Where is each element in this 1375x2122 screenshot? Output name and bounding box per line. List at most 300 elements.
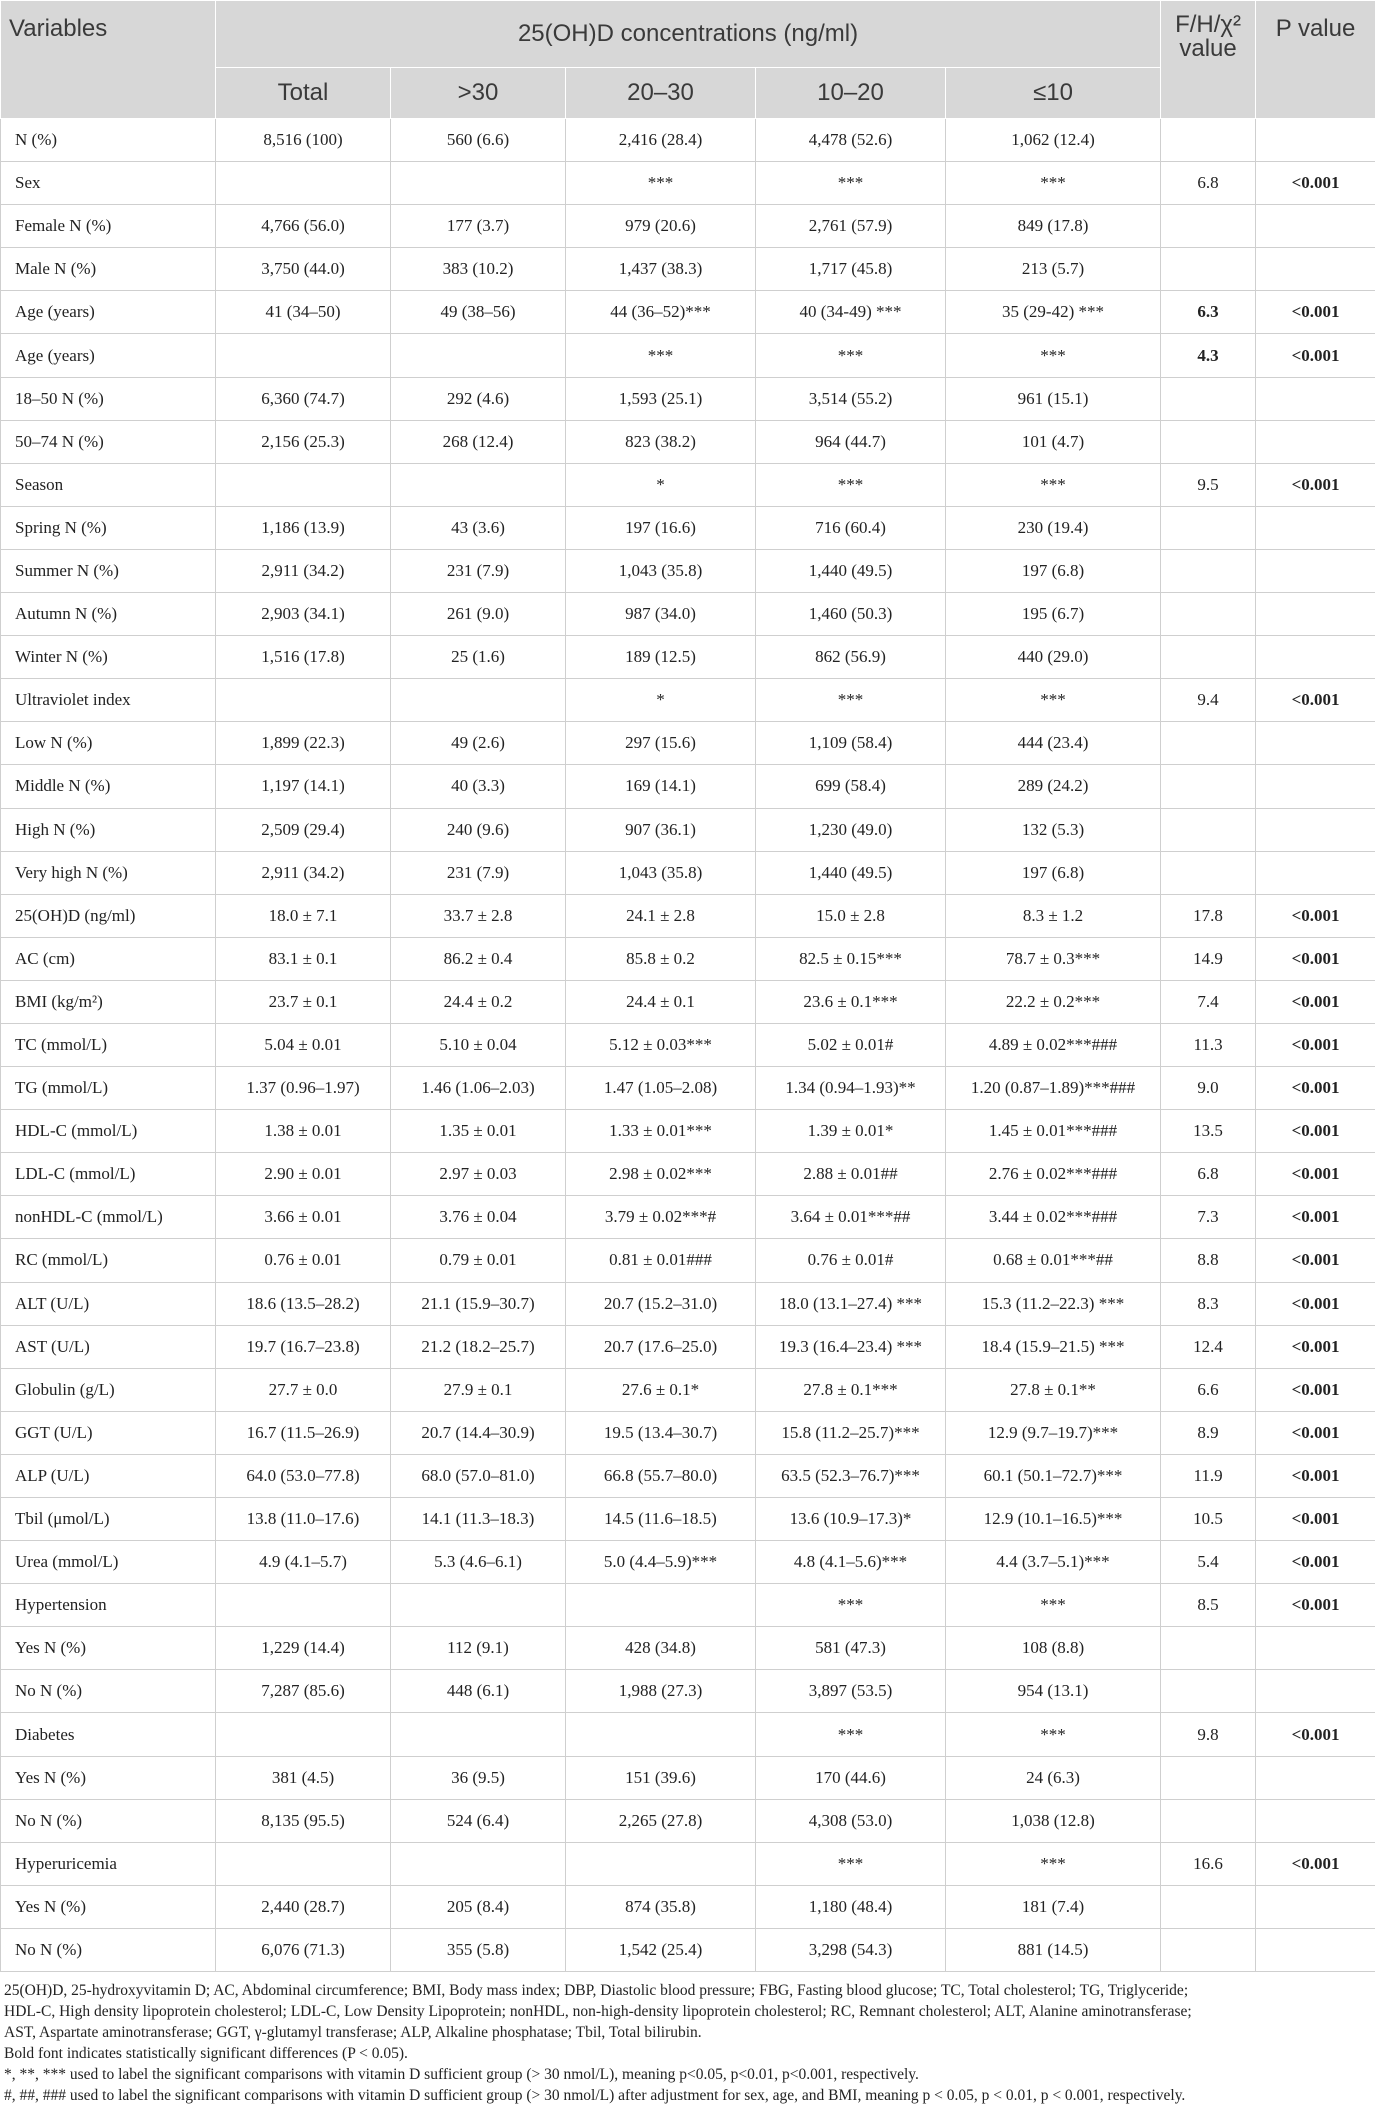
table-header [1, 1, 1375, 119]
row-cell: 24.1 ± 2.8 [566, 894, 756, 937]
row-cell: 112 (9.1) [391, 1627, 566, 1670]
table-row [1, 808, 1375, 851]
row-cell: 64.0 (53.0–77.8) [216, 1454, 391, 1497]
row-stat: 6.8 [1161, 1153, 1256, 1196]
row-label: GGT (U/L) [1, 1411, 216, 1454]
row-cell: 261 (9.0) [391, 593, 566, 636]
row-cell [216, 679, 391, 722]
row-cell: 40 (34-49) *** [756, 291, 946, 334]
row-stat [1161, 593, 1256, 636]
row-stat [1161, 765, 1256, 808]
row-p-value [1256, 205, 1375, 248]
row-label: Ultraviolet index [1, 679, 216, 722]
row-p-value: <0.001 [1256, 162, 1375, 205]
row-stat: 11.3 [1161, 1023, 1256, 1066]
row-label: Yes N (%) [1, 1885, 216, 1928]
table-row [1, 593, 1375, 636]
row-stat: 9.5 [1161, 463, 1256, 506]
row-p-value: <0.001 [1256, 980, 1375, 1023]
row-cell: 108 (8.8) [946, 1627, 1161, 1670]
table-row [1, 1023, 1375, 1066]
row-cell: 4,478 (52.6) [756, 119, 946, 162]
row-cell: 18.0 ± 7.1 [216, 894, 391, 937]
row-cell: 1,043 (35.8) [566, 549, 756, 592]
row-label: Urea (mmol/L) [1, 1541, 216, 1584]
row-stat [1161, 506, 1256, 549]
row-cell [391, 679, 566, 722]
row-stat [1161, 1670, 1256, 1713]
row-cell: 15.0 ± 2.8 [756, 894, 946, 937]
row-cell: *** [946, 1842, 1161, 1885]
row-stat: 14.9 [1161, 937, 1256, 980]
row-cell: *** [946, 679, 1161, 722]
header-col-10-20: 10–20 [756, 68, 946, 119]
row-label: Age (years) [1, 291, 216, 334]
row-cell: 20.7 (17.6–25.0) [566, 1325, 756, 1368]
row-cell: 907 (36.1) [566, 808, 756, 851]
table-row [1, 1454, 1375, 1497]
row-stat: 10.5 [1161, 1498, 1256, 1541]
row-cell: 36 (9.5) [391, 1756, 566, 1799]
row-label: Very high N (%) [1, 851, 216, 894]
row-cell: 1.47 (1.05–2.08) [566, 1067, 756, 1110]
row-cell: 440 (29.0) [946, 636, 1161, 679]
row-cell: *** [756, 1713, 946, 1756]
row-cell: 355 (5.8) [391, 1928, 566, 1971]
table-body [1, 119, 1375, 1972]
row-stat: 17.8 [1161, 894, 1256, 937]
row-label: RC (mmol/L) [1, 1239, 216, 1282]
row-label: Season [1, 463, 216, 506]
row-cell: 60.1 (50.1–72.7)*** [946, 1454, 1161, 1497]
table-row [1, 1670, 1375, 1713]
table-row [1, 980, 1375, 1023]
row-cell [216, 162, 391, 205]
row-cell: 581 (47.3) [756, 1627, 946, 1670]
row-cell: 874 (35.8) [566, 1885, 756, 1928]
row-cell: 41 (34–50) [216, 291, 391, 334]
row-stat [1161, 377, 1256, 420]
row-stat [1161, 1756, 1256, 1799]
row-cell: *** [756, 679, 946, 722]
row-cell [216, 463, 391, 506]
row-p-value: <0.001 [1256, 1110, 1375, 1153]
table-row [1, 1756, 1375, 1799]
row-cell: 25 (1.6) [391, 636, 566, 679]
row-cell: 3,897 (53.5) [756, 1670, 946, 1713]
row-cell: 20.7 (15.2–31.0) [566, 1282, 756, 1325]
row-cell: 12.9 (10.1–16.5)*** [946, 1498, 1161, 1541]
table-row [1, 1885, 1375, 1928]
row-cell: 7,287 (85.6) [216, 1670, 391, 1713]
row-cell: *** [756, 1842, 946, 1885]
row-cell: 3,298 (54.3) [756, 1928, 946, 1971]
row-cell: 86.2 ± 0.4 [391, 937, 566, 980]
row-cell: 2,265 (27.8) [566, 1799, 756, 1842]
table-row [1, 1368, 1375, 1411]
row-cell: 954 (13.1) [946, 1670, 1161, 1713]
row-cell: 1,186 (13.9) [216, 506, 391, 549]
row-cell: 5.02 ± 0.01# [756, 1023, 946, 1066]
row-cell: 2.98 ± 0.02*** [566, 1153, 756, 1196]
row-stat: 13.5 [1161, 1110, 1256, 1153]
row-cell: 1,197 (14.1) [216, 765, 391, 808]
row-label: 18–50 N (%) [1, 377, 216, 420]
row-cell: 24.4 ± 0.2 [391, 980, 566, 1023]
row-cell: *** [756, 463, 946, 506]
table-row [1, 1282, 1375, 1325]
row-cell: 2.76 ± 0.02***### [946, 1153, 1161, 1196]
footnote-line: AST, Aspartate aminotransferase; GGT, γ-glutamyl transferase; ALP, Alkaline phosphatase; Tbil, Total bilirubin. [4, 2024, 702, 2042]
row-p-value [1256, 549, 1375, 592]
table-row [1, 1799, 1375, 1842]
row-stat: 8.8 [1161, 1239, 1256, 1282]
row-cell: 213 (5.7) [946, 248, 1161, 291]
header-col-total: Total [216, 68, 391, 119]
row-p-value: <0.001 [1256, 1282, 1375, 1325]
row-cell: 4,766 (56.0) [216, 205, 391, 248]
row-p-value: <0.001 [1256, 937, 1375, 980]
table-row [1, 1196, 1375, 1239]
row-cell: 6,360 (74.7) [216, 377, 391, 420]
row-stat [1161, 636, 1256, 679]
row-p-value: <0.001 [1256, 1239, 1375, 1282]
row-label: Female N (%) [1, 205, 216, 248]
row-cell: 1,229 (14.4) [216, 1627, 391, 1670]
row-cell: 27.8 ± 0.1** [946, 1368, 1161, 1411]
row-cell: 6,076 (71.3) [216, 1928, 391, 1971]
row-cell: 23.7 ± 0.1 [216, 980, 391, 1023]
row-cell: 1,180 (48.4) [756, 1885, 946, 1928]
row-cell: *** [946, 162, 1161, 205]
row-p-value [1256, 808, 1375, 851]
row-stat: 5.4 [1161, 1541, 1256, 1584]
header-col-gt30: >30 [391, 68, 566, 119]
row-label: BMI (kg/m²) [1, 980, 216, 1023]
row-stat: 7.3 [1161, 1196, 1256, 1239]
row-cell: 22.2 ± 0.2*** [946, 980, 1161, 1023]
row-label: N (%) [1, 119, 216, 162]
table-row [1, 205, 1375, 248]
row-cell: 3,514 (55.2) [756, 377, 946, 420]
row-cell: 24.4 ± 0.1 [566, 980, 756, 1023]
row-label: AST (U/L) [1, 1325, 216, 1368]
row-p-value [1256, 1928, 1375, 1971]
row-p-value [1256, 1627, 1375, 1670]
row-cell: 1,516 (17.8) [216, 636, 391, 679]
row-cell: 292 (4.6) [391, 377, 566, 420]
row-cell: 189 (12.5) [566, 636, 756, 679]
row-stat [1161, 808, 1256, 851]
row-cell: 1,899 (22.3) [216, 722, 391, 765]
row-cell [391, 1713, 566, 1756]
row-cell [566, 1584, 756, 1627]
row-p-value [1256, 506, 1375, 549]
row-cell: 197 (16.6) [566, 506, 756, 549]
row-cell: 5.12 ± 0.03*** [566, 1023, 756, 1066]
header-group-title: 25(OH)D concentrations (ng/ml) [216, 1, 1161, 68]
row-cell: 2.90 ± 0.01 [216, 1153, 391, 1196]
row-cell: 8,135 (95.5) [216, 1799, 391, 1842]
row-p-value [1256, 1670, 1375, 1713]
row-cell: 83.1 ± 0.1 [216, 937, 391, 980]
row-cell: 1,062 (12.4) [946, 119, 1161, 162]
row-stat: 12.4 [1161, 1325, 1256, 1368]
footnote-line: *, **, *** used to label the significant comparisons with vitamin D sufficient group (> 30 nmol/L), meaning p<0.05, p<0.01, p<0.001, respectively. [4, 2066, 919, 2084]
row-stat [1161, 1928, 1256, 1971]
row-cell: 1.37 (0.96–1.97) [216, 1067, 391, 1110]
row-cell: *** [946, 334, 1161, 377]
row-p-value [1256, 593, 1375, 636]
row-cell: 5.0 (4.4–5.9)*** [566, 1541, 756, 1584]
row-label: Autumn N (%) [1, 593, 216, 636]
row-cell: 289 (24.2) [946, 765, 1161, 808]
row-cell: 1,460 (50.3) [756, 593, 946, 636]
row-stat: 8.9 [1161, 1411, 1256, 1454]
table-row [1, 894, 1375, 937]
row-label: TC (mmol/L) [1, 1023, 216, 1066]
table-row [1, 248, 1375, 291]
table-row [1, 851, 1375, 894]
row-cell: 44 (36–52)*** [566, 291, 756, 334]
row-cell: 849 (17.8) [946, 205, 1161, 248]
row-p-value: <0.001 [1256, 463, 1375, 506]
row-p-value [1256, 119, 1375, 162]
row-cell: 3.44 ± 0.02***### [946, 1196, 1161, 1239]
row-cell: *** [756, 334, 946, 377]
row-stat: 7.4 [1161, 980, 1256, 1023]
row-p-value: <0.001 [1256, 291, 1375, 334]
footnote-line: 25(OH)D, 25-hydroxyvitamin D; AC, Abdominal circumference; BMI, Body mass index; DBP, Diastolic blood pressure; FBG, Fasting blood glucose; TC, Total cholesterol; TG, Triglyceride; [4, 1982, 1189, 2000]
row-cell: 169 (14.1) [566, 765, 756, 808]
row-cell: 0.81 ± 0.01### [566, 1239, 756, 1282]
row-cell: 18.0 (13.1–27.4) *** [756, 1282, 946, 1325]
row-p-value: <0.001 [1256, 1541, 1375, 1584]
row-cell: 1,109 (58.4) [756, 722, 946, 765]
row-cell: 1.38 ± 0.01 [216, 1110, 391, 1153]
row-label: Winter N (%) [1, 636, 216, 679]
row-label: 25(OH)D (ng/ml) [1, 894, 216, 937]
row-label: Middle N (%) [1, 765, 216, 808]
row-cell: *** [756, 162, 946, 205]
row-label: Tbil (μmol/L) [1, 1498, 216, 1541]
row-cell: 2,416 (28.4) [566, 119, 756, 162]
row-cell: 231 (7.9) [391, 549, 566, 592]
table-row [1, 463, 1375, 506]
row-cell: 8,516 (100) [216, 119, 391, 162]
row-cell: 20.7 (14.4–30.9) [391, 1411, 566, 1454]
header-p-value: P value [1256, 1, 1375, 119]
row-cell: 823 (38.2) [566, 420, 756, 463]
row-cell: 23.6 ± 0.1*** [756, 980, 946, 1023]
row-cell: 1,593 (25.1) [566, 377, 756, 420]
row-cell: 27.9 ± 0.1 [391, 1368, 566, 1411]
row-cell: 381 (4.5) [216, 1756, 391, 1799]
row-cell: 3.79 ± 0.02***# [566, 1196, 756, 1239]
table-row [1, 549, 1375, 592]
row-cell: 4.8 (4.1–5.6)*** [756, 1541, 946, 1584]
row-cell [391, 1584, 566, 1627]
table-row [1, 765, 1375, 808]
row-cell: 383 (10.2) [391, 248, 566, 291]
row-stat: 16.6 [1161, 1842, 1256, 1885]
row-stat: 4.3 [1161, 334, 1256, 377]
row-p-value [1256, 377, 1375, 420]
row-stat [1161, 1627, 1256, 1670]
row-p-value [1256, 1885, 1375, 1928]
row-stat: 9.8 [1161, 1713, 1256, 1756]
row-stat: 9.4 [1161, 679, 1256, 722]
row-cell: 979 (20.6) [566, 205, 756, 248]
table-row [1, 1325, 1375, 1368]
row-cell: 170 (44.6) [756, 1756, 946, 1799]
row-p-value: <0.001 [1256, 1067, 1375, 1110]
row-cell: 3.66 ± 0.01 [216, 1196, 391, 1239]
row-cell [566, 1842, 756, 1885]
table-row [1, 1541, 1375, 1584]
row-p-value: <0.001 [1256, 1196, 1375, 1239]
row-cell: 27.8 ± 0.1*** [756, 1368, 946, 1411]
row-cell: 177 (3.7) [391, 205, 566, 248]
row-p-value: <0.001 [1256, 1842, 1375, 1885]
row-cell: 1.35 ± 0.01 [391, 1110, 566, 1153]
row-cell: 268 (12.4) [391, 420, 566, 463]
row-cell [391, 1842, 566, 1885]
row-cell: 0.76 ± 0.01 [216, 1239, 391, 1282]
row-cell: 18.4 (15.9–21.5) *** [946, 1325, 1161, 1368]
table-row [1, 1713, 1375, 1756]
row-stat: 6.6 [1161, 1368, 1256, 1411]
row-cell: *** [566, 334, 756, 377]
row-label: AC (cm) [1, 937, 216, 980]
row-p-value [1256, 636, 1375, 679]
table-row [1, 291, 1375, 334]
table-row [1, 679, 1375, 722]
row-stat [1161, 1885, 1256, 1928]
row-cell [216, 1584, 391, 1627]
header-variables: Variables [1, 1, 216, 119]
row-p-value [1256, 248, 1375, 291]
row-p-value: <0.001 [1256, 1411, 1375, 1454]
row-label: Male N (%) [1, 248, 216, 291]
row-cell: 4,308 (53.0) [756, 1799, 946, 1842]
table-row [1, 1110, 1375, 1153]
footnote-line: #, ##, ### used to label the significant comparisons with vitamin D sufficient group (> 30 nmol/L) after adjustment for sex, age, and BMI, meaning p < 0.05, p < 0.01, p < 0.001, respectively. [4, 2087, 1186, 2105]
row-cell: 1,440 (49.5) [756, 549, 946, 592]
row-p-value [1256, 420, 1375, 463]
row-cell: *** [946, 1584, 1161, 1627]
row-cell: 49 (2.6) [391, 722, 566, 765]
row-cell: 2,440 (28.7) [216, 1885, 391, 1928]
row-label: Yes N (%) [1, 1756, 216, 1799]
row-cell: 13.6 (10.9–17.3)* [756, 1498, 946, 1541]
row-cell: 230 (19.4) [946, 506, 1161, 549]
row-cell: 560 (6.6) [391, 119, 566, 162]
row-cell: 5.10 ± 0.04 [391, 1023, 566, 1066]
row-p-value: <0.001 [1256, 1454, 1375, 1497]
row-p-value [1256, 851, 1375, 894]
row-cell: 3.64 ± 0.01***## [756, 1196, 946, 1239]
row-cell: 33.7 ± 2.8 [391, 894, 566, 937]
row-cell [391, 162, 566, 205]
table-row [1, 1411, 1375, 1454]
row-p-value: <0.001 [1256, 1023, 1375, 1066]
row-cell: 197 (6.8) [946, 549, 1161, 592]
row-cell: 78.7 ± 0.3*** [946, 937, 1161, 980]
table-row [1, 162, 1375, 205]
header-stat: F/H/χ² value [1161, 1, 1256, 119]
row-cell: 151 (39.6) [566, 1756, 756, 1799]
row-cell: 2,911 (34.2) [216, 851, 391, 894]
row-label: Yes N (%) [1, 1627, 216, 1670]
row-cell: 881 (14.5) [946, 1928, 1161, 1971]
row-cell: *** [946, 1713, 1161, 1756]
row-cell: 1.46 (1.06–2.03) [391, 1067, 566, 1110]
row-label: Age (years) [1, 334, 216, 377]
row-label: No N (%) [1, 1670, 216, 1713]
row-label: Hypertension [1, 1584, 216, 1627]
row-stat [1161, 205, 1256, 248]
row-cell: 1,542 (25.4) [566, 1928, 756, 1971]
row-cell: *** [566, 162, 756, 205]
row-cell: 1,437 (38.3) [566, 248, 756, 291]
row-cell: 1.39 ± 0.01* [756, 1110, 946, 1153]
row-cell: 19.7 (16.7–23.8) [216, 1325, 391, 1368]
row-cell: * [566, 463, 756, 506]
row-cell: *** [756, 1584, 946, 1627]
table-row [1, 1239, 1375, 1282]
table-row [1, 420, 1375, 463]
row-cell [216, 334, 391, 377]
row-label: Globulin (g/L) [1, 1368, 216, 1411]
footnote-line: HDL-C, High density lipoprotein cholesterol; LDL-C, Low Density Lipoprotein; nonHDL, non-high-density lipoprotein cholesterol; RC, Remnant cholesterol; ALT, Alanine aminotransferase; [4, 2003, 1192, 2021]
row-label: TG (mmol/L) [1, 1067, 216, 1110]
row-cell: 205 (8.4) [391, 1885, 566, 1928]
row-cell: 5.3 (4.6–6.1) [391, 1541, 566, 1584]
row-cell: 4.89 ± 0.02***### [946, 1023, 1161, 1066]
row-label: Spring N (%) [1, 506, 216, 549]
row-cell: 27.7 ± 0.0 [216, 1368, 391, 1411]
row-stat: 8.5 [1161, 1584, 1256, 1627]
table-row [1, 1498, 1375, 1541]
row-cell: 101 (4.7) [946, 420, 1161, 463]
header-col-20-30: 20–30 [566, 68, 756, 119]
row-cell: 428 (34.8) [566, 1627, 756, 1670]
row-cell: *** [946, 463, 1161, 506]
row-cell: 21.1 (15.9–30.7) [391, 1282, 566, 1325]
row-cell: 3.76 ± 0.04 [391, 1196, 566, 1239]
table-row [1, 334, 1375, 377]
row-p-value: <0.001 [1256, 679, 1375, 722]
row-cell: 16.7 (11.5–26.9) [216, 1411, 391, 1454]
footnote-line: Bold font indicates statistically significant differences (P < 0.05). [4, 2045, 408, 2063]
row-cell: 231 (7.9) [391, 851, 566, 894]
row-label: No N (%) [1, 1928, 216, 1971]
row-cell: 1,038 (12.8) [946, 1799, 1161, 1842]
row-p-value [1256, 765, 1375, 808]
row-cell: 1.20 (0.87–1.89)***### [946, 1067, 1161, 1110]
row-cell: 0.68 ± 0.01***## [946, 1239, 1161, 1282]
row-cell: 27.6 ± 0.1* [566, 1368, 756, 1411]
row-cell: 3,750 (44.0) [216, 248, 391, 291]
row-label: ALP (U/L) [1, 1454, 216, 1497]
table-row [1, 506, 1375, 549]
header-col-le10: ≤10 [946, 68, 1161, 119]
row-cell: 8.3 ± 1.2 [946, 894, 1161, 937]
row-cell: 195 (6.7) [946, 593, 1161, 636]
row-cell: 14.1 (11.3–18.3) [391, 1498, 566, 1541]
row-cell: 0.79 ± 0.01 [391, 1239, 566, 1282]
